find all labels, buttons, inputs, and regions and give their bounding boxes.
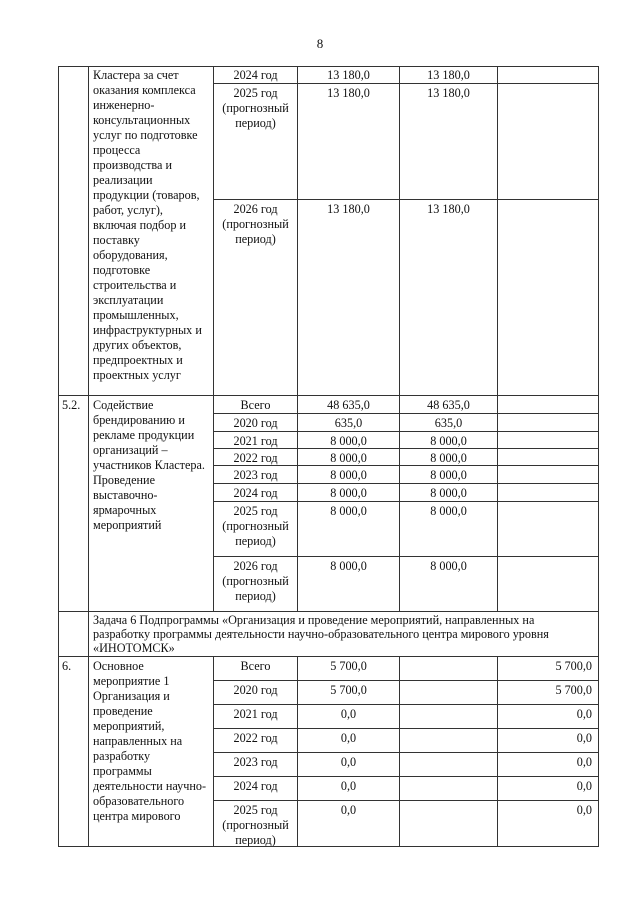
total-cell: 0,0	[298, 705, 400, 729]
empty-cell	[498, 449, 599, 466]
value-cell: 8 000,0	[400, 432, 498, 449]
empty-cell	[498, 396, 599, 414]
year-cell: 2025 год (прогнозный период)	[214, 502, 298, 557]
total-cell: 8 000,0	[298, 557, 400, 612]
year-cell: 2026 год (прогнозный период)	[214, 557, 298, 612]
value-cell: 48 635,0	[400, 396, 498, 414]
total-cell: 635,0	[298, 414, 400, 432]
total-cell: 8 000,0	[298, 432, 400, 449]
total-cell: 0,0	[298, 753, 400, 777]
total-cell: 13 180,0	[298, 66, 400, 84]
empty-cell	[400, 729, 498, 753]
year-cell: 2021 год	[214, 432, 298, 449]
value-cell: 8 000,0	[400, 449, 498, 466]
task-heading: Задача 6 Подпрограммы «Организация и проведение мероприятий, направленных на разработку программы деятельности научно-образовательного центра мирового уровня «ИНОТОМСК»	[89, 612, 599, 657]
empty-cell	[498, 466, 599, 484]
total-cell: 8 000,0	[298, 466, 400, 484]
year-cell: 2020 год	[214, 414, 298, 432]
value-cell: 8 000,0	[400, 484, 498, 502]
year-cell: 2023 год	[214, 753, 298, 777]
total-cell: 5 700,0	[298, 657, 400, 681]
year-cell: 2026 год (прогнозный период)	[214, 200, 298, 396]
value-cell: 635,0	[400, 414, 498, 432]
total-cell: 0,0	[298, 777, 400, 801]
value-cell: 13 180,0	[400, 66, 498, 84]
year-cell: 2023 год	[214, 466, 298, 484]
year-cell: 2022 год	[214, 449, 298, 466]
measure-name: Содействие брендированию и рекламе продукции организаций – участников Кластера. Проведение выставочно-ярмарочных мероприятий	[89, 396, 214, 612]
empty-cell	[400, 777, 498, 801]
total-cell: 8 000,0	[298, 502, 400, 557]
value-cell: 0,0	[498, 729, 599, 753]
total-cell: 5 700,0	[298, 681, 400, 705]
total-cell: 13 180,0	[298, 84, 400, 200]
year-cell: 2024 год	[214, 777, 298, 801]
empty-cell	[400, 753, 498, 777]
empty-cell	[498, 200, 599, 396]
measure-name: Кластера за счет оказания комплекса инженерно-консультационных услуг по подготовке процесса производства и реализации продукции (товаров, работ, услуг), включая подбор и поставку оборудования, подготовке строительства и эксплуатации промышленных, инфраструктурных и других объектов, предпроектных и проектных услуг	[89, 66, 214, 396]
value-cell: 0,0	[498, 801, 599, 847]
year-cell: 2024 год	[214, 484, 298, 502]
total-cell: 13 180,0	[298, 200, 400, 396]
value-cell: 8 000,0	[400, 466, 498, 484]
value-cell: 8 000,0	[400, 557, 498, 612]
value-cell: 13 180,0	[400, 84, 498, 200]
page-number: 8	[316, 36, 324, 51]
year-cell: 2020 год	[214, 681, 298, 705]
year-cell: 2024 год	[214, 66, 298, 84]
empty-cell	[498, 502, 599, 557]
total-cell: 0,0	[298, 801, 400, 847]
empty-cell	[400, 801, 498, 847]
value-cell: 0,0	[498, 753, 599, 777]
empty-cell	[498, 432, 599, 449]
row-number-cell	[58, 66, 89, 396]
year-cell: 2025 год (прогнозный период)	[214, 84, 298, 200]
year-cell: 2025 год (прогнозный период)	[214, 801, 298, 847]
budget-table	[58, 66, 599, 847]
total-cell: 8 000,0	[298, 484, 400, 502]
year-cell: Всего	[214, 396, 298, 414]
empty-cell	[498, 557, 599, 612]
value-cell: 5 700,0	[498, 681, 599, 705]
empty-cell	[400, 657, 498, 681]
empty-cell	[498, 66, 599, 84]
row-number: 5.2.	[58, 396, 89, 612]
row-number-cell	[58, 612, 89, 657]
empty-cell	[498, 84, 599, 200]
empty-cell	[400, 681, 498, 705]
year-cell: Всего	[214, 657, 298, 681]
total-cell: 0,0	[298, 729, 400, 753]
total-cell: 48 635,0	[298, 396, 400, 414]
value-cell: 8 000,0	[400, 502, 498, 557]
empty-cell	[400, 705, 498, 729]
empty-cell	[498, 484, 599, 502]
value-cell: 5 700,0	[498, 657, 599, 681]
year-cell: 2021 год	[214, 705, 298, 729]
value-cell: 0,0	[498, 777, 599, 801]
empty-cell	[498, 414, 599, 432]
value-cell: 0,0	[498, 705, 599, 729]
year-cell: 2022 год	[214, 729, 298, 753]
measure-name: Основное мероприятие 1 Организация и проведение мероприятий, направленных на разработку программы деятельности научно-образовательного центра мирового	[89, 657, 214, 847]
row-number: 6.	[58, 657, 89, 847]
value-cell: 13 180,0	[400, 200, 498, 396]
total-cell: 8 000,0	[298, 449, 400, 466]
